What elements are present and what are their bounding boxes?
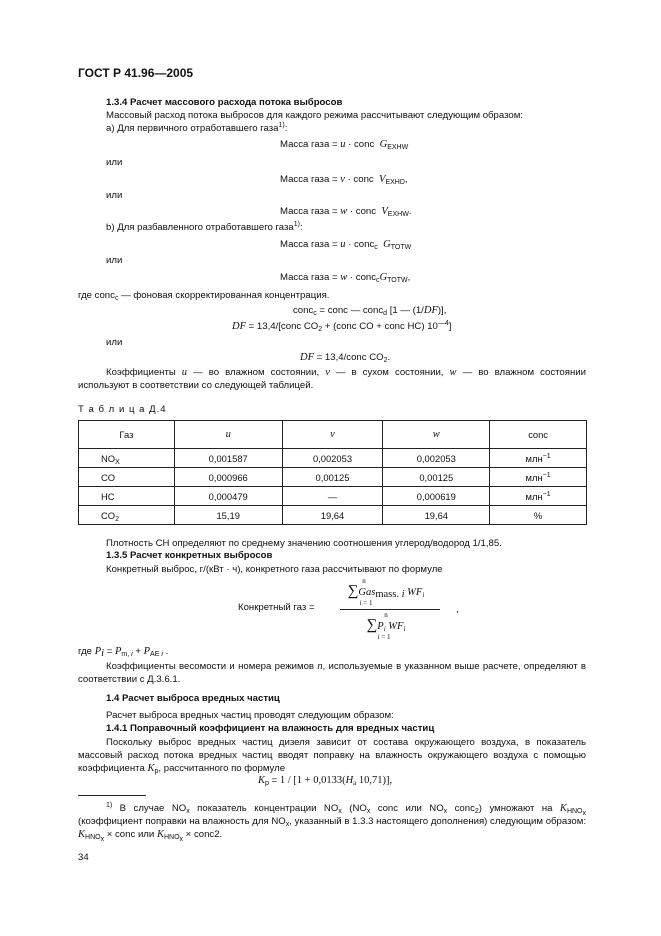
paragraph-weights: Коэффициенты весомости и номера режимов n, используемые в указанном выше расчете, определяют в соответствии с Д.3.6.1. [78, 661, 586, 685]
table-cell: 19,64 [282, 506, 383, 525]
formula-specific-fraction: n ∑Gas$_{mass. i}$ $WF_i$ i = 1 n $\sum P_i$ $WF_i$ i = 1 [350, 578, 430, 641]
table-cell: 19,64 [383, 506, 490, 525]
paragraph-intro: Массовый расход потока выбросов для каждого режима рассчитывают следующим образом: [106, 110, 523, 121]
column-header-conc: conc [490, 421, 587, 449]
paragraph-humidity: Поскольку выброс вредных частиц дизеля зависит от состава окружающего воздуха, в показатель массовый расход потока вредных частиц вводят поправку на влажность окружающего воздуха с помощью коэффициента $K_p$, рассчитанного по формуле [78, 737, 586, 775]
page-number: 34 [78, 852, 89, 863]
or-text: или [106, 190, 123, 201]
item-b: b) Для разбавленного отработавшего газа$^{1)}$: [106, 221, 303, 233]
table-row [79, 506, 587, 525]
formula-conc-c: conc$_c$ = conc — conc$_d$ [1 — (1/DF)], [293, 305, 447, 317]
table-cell: 0,000479 [174, 487, 282, 506]
or-text: или [106, 337, 123, 348]
table-d4 [78, 420, 587, 525]
table-row [79, 449, 587, 468]
section-heading-1-4-1: 1.4.1 Поправочный коэффициент на влажность для вредных частиц [106, 723, 435, 734]
table-cell: HC [79, 487, 175, 506]
table-cell: CO [79, 468, 175, 487]
formula-mass-w-exhw: Масса газа = w · conc $V_{EXHW}$. [280, 206, 412, 218]
formula-mass-w-totw: Масса газа = $w \cdot conc_cG_{TOTW}$, [280, 272, 411, 284]
item-a: а) Для первичного отработавшего газа$^{1)}$: [106, 122, 288, 134]
column-header-gas: Газ [79, 421, 175, 449]
formula-df: DF = 13,4/[conc $CO_2$ + (conc CO + conc HC) $10^{—4}$] [232, 320, 452, 333]
table-cell: 0,00125 [383, 468, 490, 487]
formula-mass-u-totw: Масса газа = u · conc$_c$ $G_{TOTW}$ [280, 239, 412, 251]
document-header: ГОСТ Р 41.96—2005 [78, 66, 194, 80]
table-caption: Т а б л и ц а Д.4 [78, 404, 167, 415]
table-cell: 0,000619 [383, 487, 490, 506]
table-header-row [79, 421, 587, 449]
paragraph-density: Плотность СН определяют по среднему значению соотношения углерод/водород 1/1,85. [106, 538, 502, 549]
section-heading-1-3-5: 1.3.5 Расчет конкретных выбросов [106, 550, 273, 561]
table-cell: 0,00125 [282, 468, 383, 487]
column-header-v: v [282, 421, 383, 449]
table-cell: 0,002053 [383, 449, 490, 468]
table-cell: 0,000966 [174, 468, 282, 487]
table-cell: % [490, 506, 587, 525]
table-cell: млн$^{-1}$ [490, 449, 587, 468]
formula-mass-v-exhd: Масса газа = v · conc $V_{EXHD}$, [280, 174, 408, 186]
table-cell: 0,001587 [174, 449, 282, 468]
table-cell: $NO_X$ [79, 449, 175, 468]
where-conc-c: где conc$_c$ — фоновая скорректированная концентрация. [78, 290, 330, 302]
table-cell: — [282, 487, 383, 506]
formula-comma: , [456, 604, 459, 615]
formula-specific-label: Конкретный газ = [238, 602, 315, 613]
or-text: или [106, 255, 123, 266]
column-header-w: w [383, 421, 490, 449]
section-heading-1-4: 1.4 Расчет выброса вредных частиц [106, 693, 280, 704]
formula-df-co2: DF = 13,4/conc $CO_2$. [300, 352, 391, 364]
footnote: $^{1)}$ В случае $NO_x$ показатель концентрации $NO_x$ ($NO_x$ conc или $NO_x$ conc$_2$) умножают на $K_{HNO_x}$ (коэффициент поправки на влажность для $NO_x$, указанный в 1.3.3 настоящего дополнения) следующим образом: $K_{HNO_x}$ × conc или $K_{HNO_x}$ × conc2. [78, 802, 586, 843]
section-heading-1-3-4: 1.3.4 Расчет массового расхода потока выбросов [106, 97, 343, 108]
table-row [79, 487, 587, 506]
paragraph-particulate-intro: Расчет выброса вредных частиц проводят следующим образом: [106, 710, 394, 721]
table-cell: $CO_2$ [79, 506, 175, 525]
table-cell: 0,002053 [282, 449, 383, 468]
table-cell: млн$^{-1}$ [490, 468, 587, 487]
footnote-divider [78, 795, 146, 796]
formula-mass-u-exhw: Масса газа = u · conc $G_{EXHW}$ [280, 139, 409, 151]
or-text: или [106, 157, 123, 168]
table-cell: млн$^{-1}$ [490, 487, 587, 506]
column-header-u: u [174, 421, 282, 449]
paragraph-specific-intro: Конкретный выброс, г/(кВт · ч), конкретного газа рассчитывают по формуле [106, 564, 443, 575]
formula-kp: $K_p = 1 / [1 + 0,0133(H_a$ 10,71)], [258, 775, 393, 787]
where-p-definition: где $P_i = P_{m, i} + P_{AE i}$ . [78, 646, 169, 659]
table-row [79, 468, 587, 487]
paragraph-coefficients: Коэффициенты u — во влажном состоянии, v — в сухом состоянии, w — во влажном состоянии используют в соответствии со следующей таблицей. [78, 367, 586, 391]
table-cell: 15,19 [174, 506, 282, 525]
